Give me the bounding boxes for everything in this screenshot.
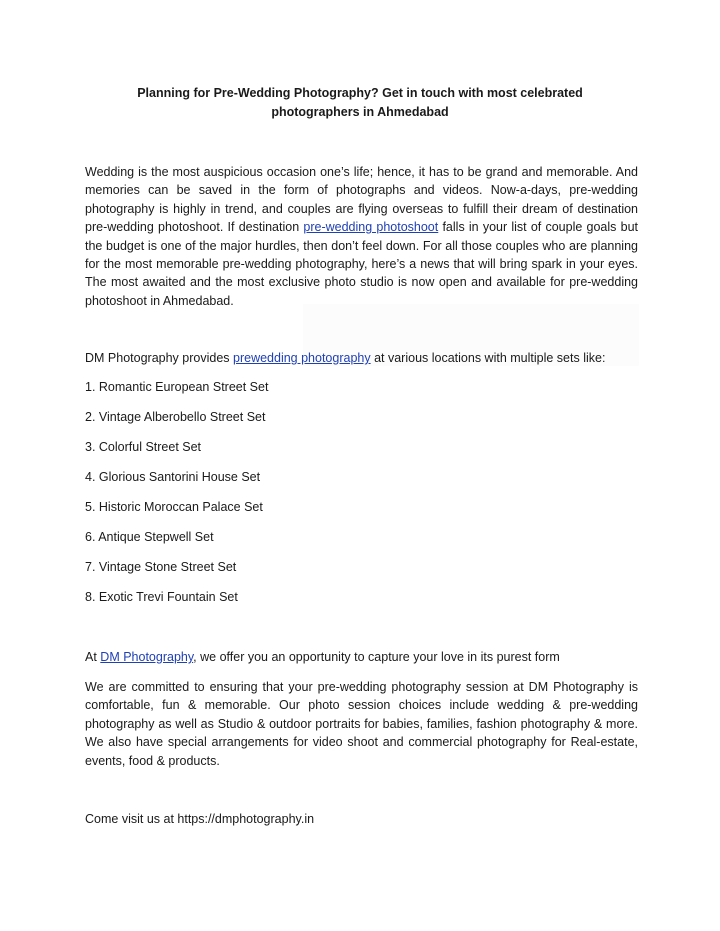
set-list-item: 1. Romantic European Street Set <box>85 380 269 394</box>
pre-wedding-photoshoot-link[interactable]: pre-wedding photoshoot <box>303 220 439 235</box>
provides-text-end: at various locations with multiple sets like: <box>370 351 606 365</box>
provides-text-start: DM Photography provides <box>85 351 233 365</box>
document-title: Planning for Pre-Wedding Photography? Get in touch with most celebrated photographers in Ahmedabad <box>137 86 583 119</box>
set-list-item: 5. Historic Moroccan Palace Set <box>85 500 263 514</box>
offer-paragraph <box>85 648 638 666</box>
committed-paragraph: We are committed to ensuring that your pre-wedding photography session at DM Photography is comfortable, fun & memorable. Our photo session choices include wedding & pre-wedding photography as well as Studio & outdoor portraits for babies, families, fashion photography & more. We also have special arrangements for video shoot and commercial photography for Real-estate, events, food & products. <box>85 680 638 768</box>
intro-text-start: Wedding is the most auspicious occasion one’s life; hence, it has to be grand and memorable. And memories can be saved in the form of photographs and videos. Now-a-days, pre-wedding photography is highly in trend, and couples are flying overseas to fulfill their dream of destination pre-wedding photoshoot. If destination <box>85 165 638 235</box>
set-list-item: 6. Antique Stepwell Set <box>85 530 214 544</box>
set-list-item: 4. Glorious Santorini House Set <box>85 470 261 484</box>
offer-text-end: , we offer you an opportunity to capture your love in its purest form <box>193 650 560 664</box>
dm-photography-link[interactable]: DM Photography <box>100 650 194 664</box>
intro-text-end: falls in your list of couple goals but the budget is one of the major hurdles, then don’t feel down. For all those couples who are planning for the most memorable pre-wedding photography, here’s a news that will bring spark in your eyes. The most awaited and the most exclusive photo studio is now open and available for pre-wedding photoshoot in Ahmedabad. <box>85 220 638 308</box>
set-list-item: 7. Vintage Stone Street Set <box>85 560 237 574</box>
set-list-item: 2. Vintage Alberobello Street Set <box>85 410 266 424</box>
set-list-item: 3. Colorful Street Set <box>85 440 202 454</box>
visit-line: Come visit us at https://dmphotography.in <box>85 812 315 826</box>
intro-paragraph <box>85 163 638 310</box>
provides-paragraph <box>85 349 638 367</box>
set-list-item: 8. Exotic Trevi Fountain Set <box>85 590 238 604</box>
prewedding-photography-link[interactable]: prewedding photography <box>233 351 371 365</box>
offer-text-start: At <box>85 650 101 664</box>
